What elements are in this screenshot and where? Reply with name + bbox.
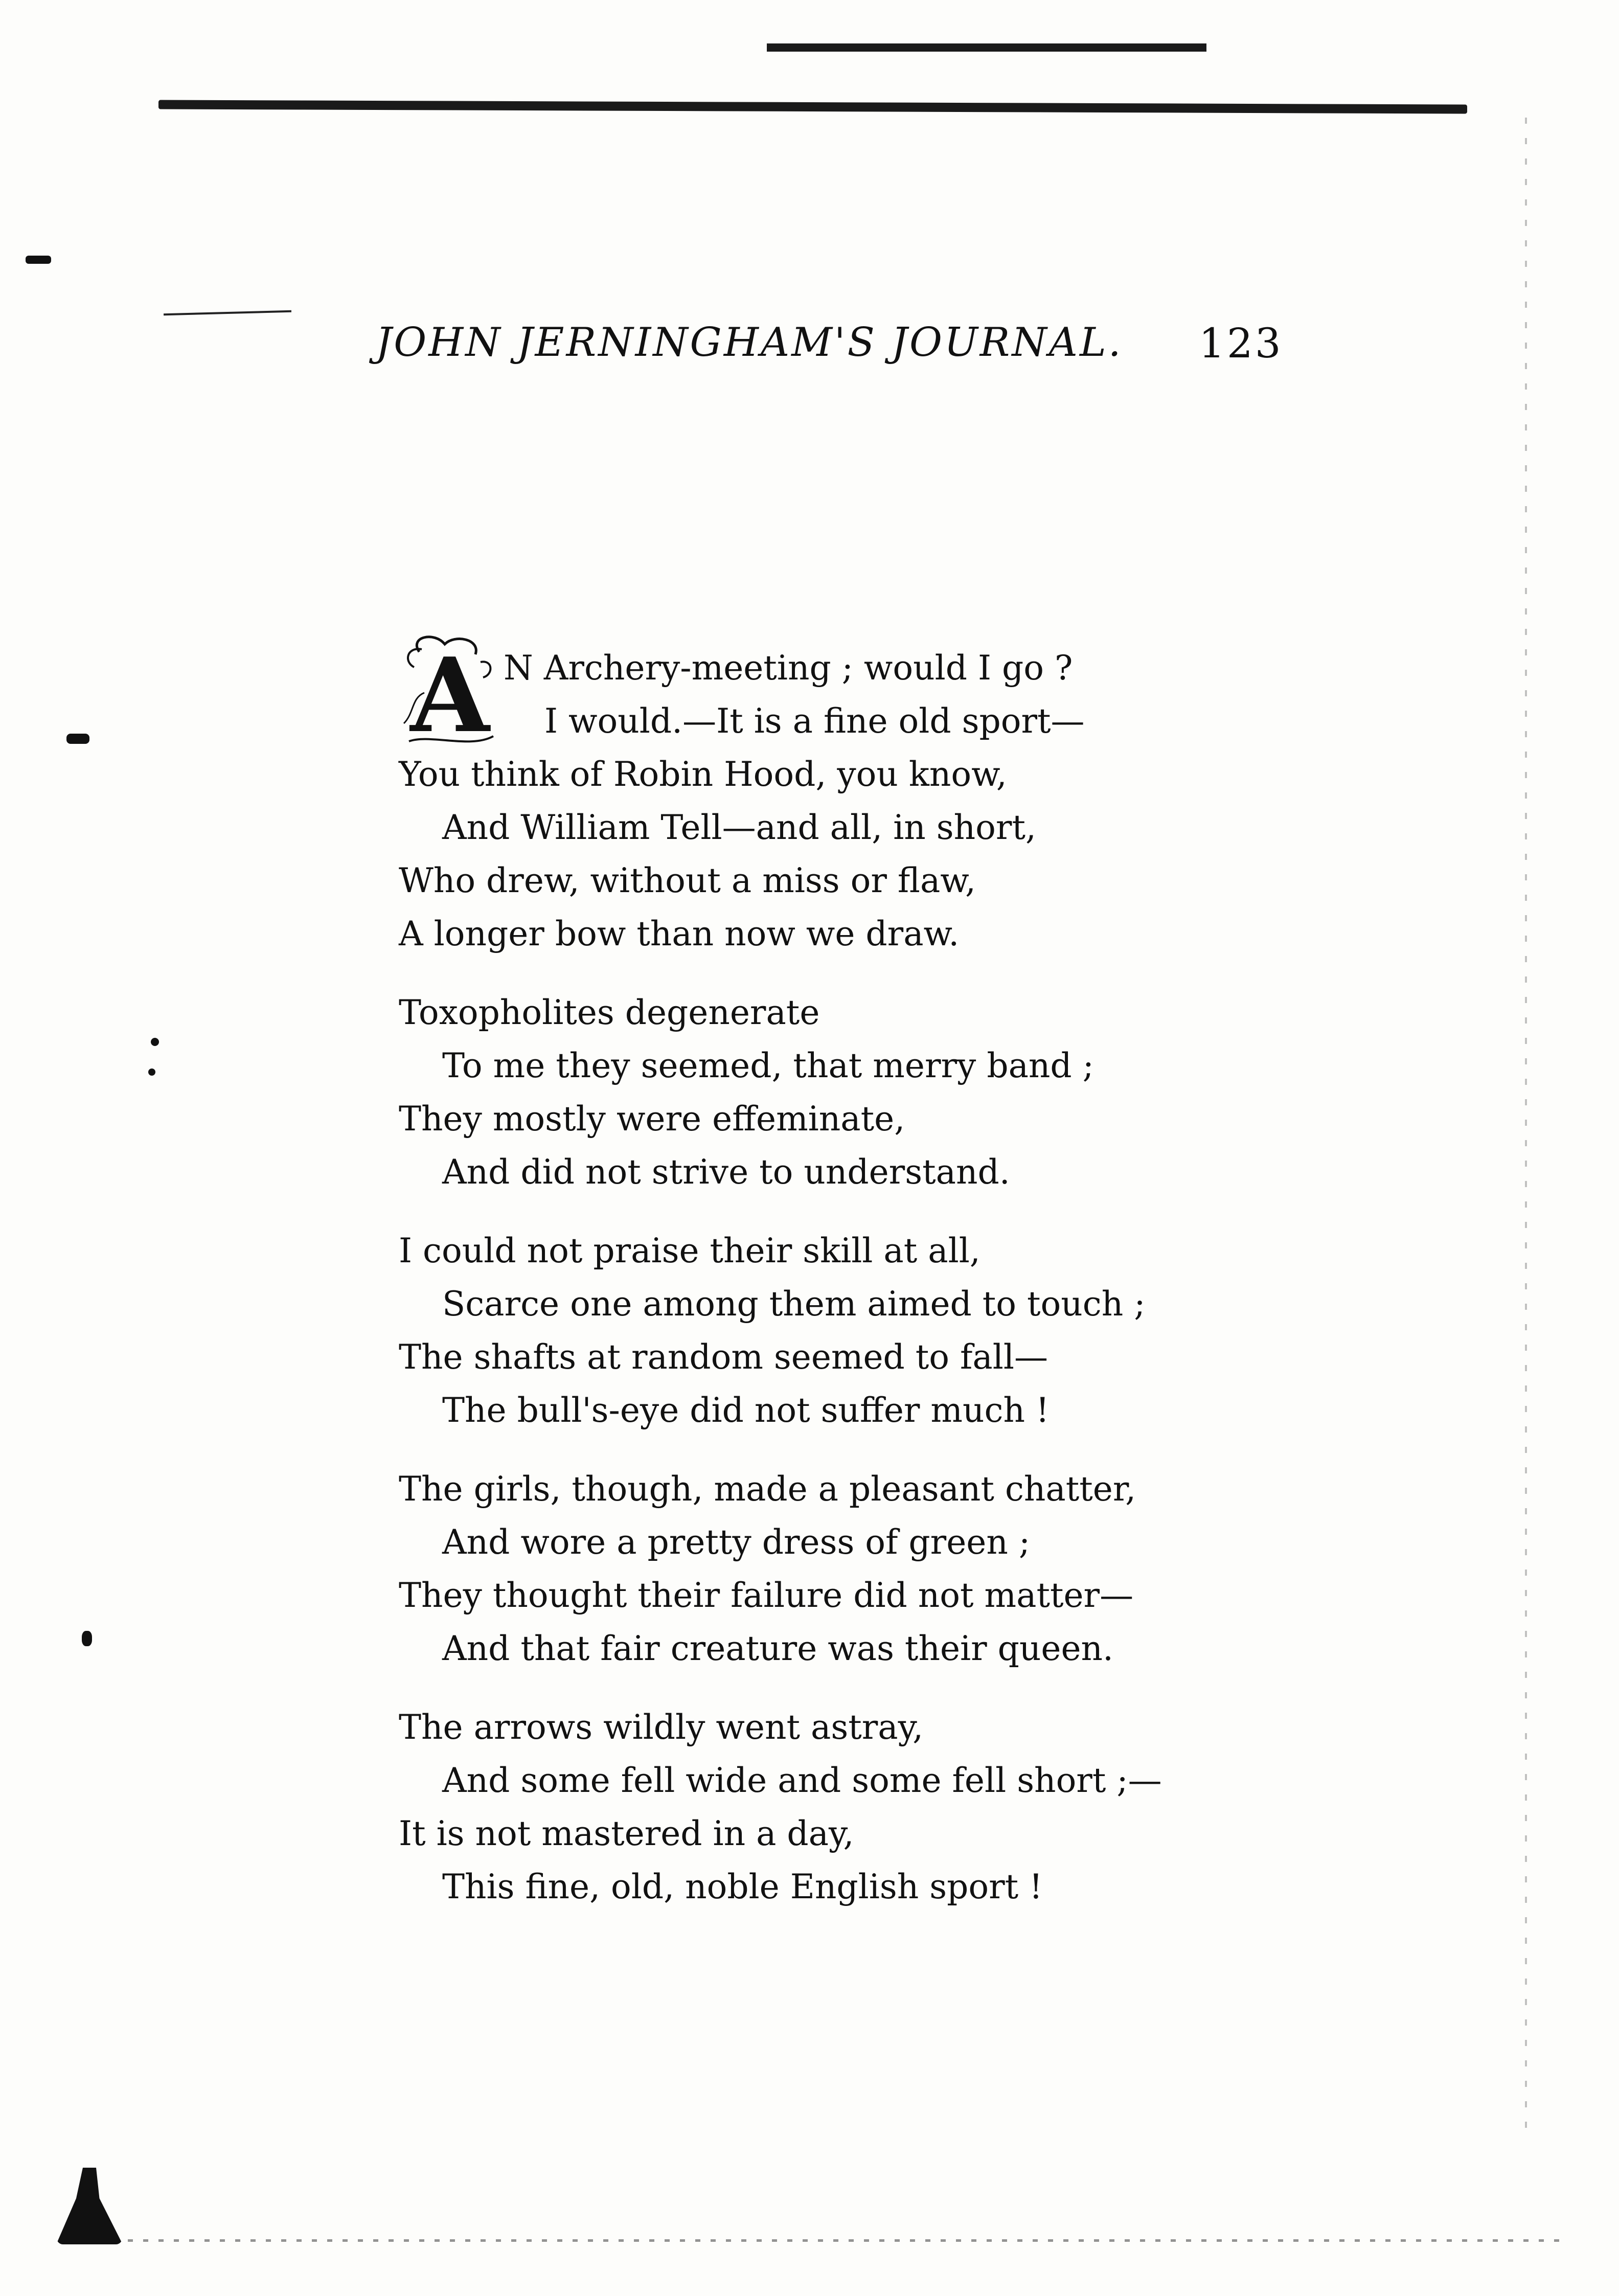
poem-line: And wore a pretty dress of green ; (442, 1522, 1031, 1562)
poem-line: N Archery-meeting ; would I go ? (504, 648, 1073, 688)
poem-line: They thought their failure did not matter— (399, 1576, 1134, 1615)
stanza (399, 1224, 1217, 1437)
running-header (376, 320, 1283, 376)
poem-line: I would.—It is a fine old sport— (544, 701, 1085, 741)
poem-line: They mostly were effeminate, (399, 1099, 905, 1139)
poem-line: It is not mastered in a day, (399, 1814, 854, 1853)
poem-line: The shafts at random seemed to fall— (399, 1337, 1048, 1377)
poem-line: The bull's-eye did not suffer much ! (442, 1391, 1050, 1430)
poem-line: Who drew, without a miss or flaw, (399, 861, 976, 900)
ornamental-drop-cap-icon (399, 631, 501, 749)
poem (399, 635, 1217, 1939)
poem-line: To me they seemed, that merry band ; (442, 1046, 1094, 1085)
corner-ink-blot (56, 2168, 123, 2244)
poem-line: And some fell wide and some fell short ;— (442, 1761, 1162, 1800)
top-border-fragment (767, 43, 1206, 52)
poem-line: Toxopholites degenerate (399, 993, 820, 1032)
bottom-page-edge (128, 2239, 1559, 2242)
margin-speck (66, 734, 89, 744)
right-page-edge (1525, 118, 1527, 2137)
margin-speck (148, 1069, 155, 1076)
poem-line: The arrows wildly went astray, (399, 1708, 924, 1747)
stanza (399, 635, 1217, 961)
poem-line: And William Tell—and all, in short, (442, 808, 1036, 847)
poem-line: You think of Robin Hood, you know, (399, 755, 1007, 794)
running-title: JOHN JERNINGHAM'S JOURNAL. (376, 320, 1123, 366)
poem-line: A longer bow than now we draw. (399, 914, 960, 953)
margin-speck (82, 1631, 92, 1646)
stanza (399, 1463, 1217, 1675)
poem-line: Scarce one among them aimed to touch ; (442, 1284, 1146, 1324)
poem-line: The girls, though, made a pleasant chatter, (399, 1469, 1136, 1509)
stanza (399, 1701, 1217, 1914)
poem-line: I could not praise their skill at all, (399, 1231, 980, 1270)
poem-line: And did not strive to understand. (442, 1152, 1010, 1192)
poem-line: And that fair creature was their queen. (442, 1629, 1114, 1668)
drop-cap-letter: A (410, 635, 490, 749)
margin-speck (26, 256, 51, 264)
margin-speck (151, 1038, 159, 1046)
top-border-rule (158, 100, 1467, 114)
stanza (399, 986, 1217, 1199)
poem-line: This fine, old, noble English sport ! (442, 1867, 1043, 1906)
page-number: 123 (1199, 320, 1283, 367)
margin-rule (164, 310, 291, 316)
